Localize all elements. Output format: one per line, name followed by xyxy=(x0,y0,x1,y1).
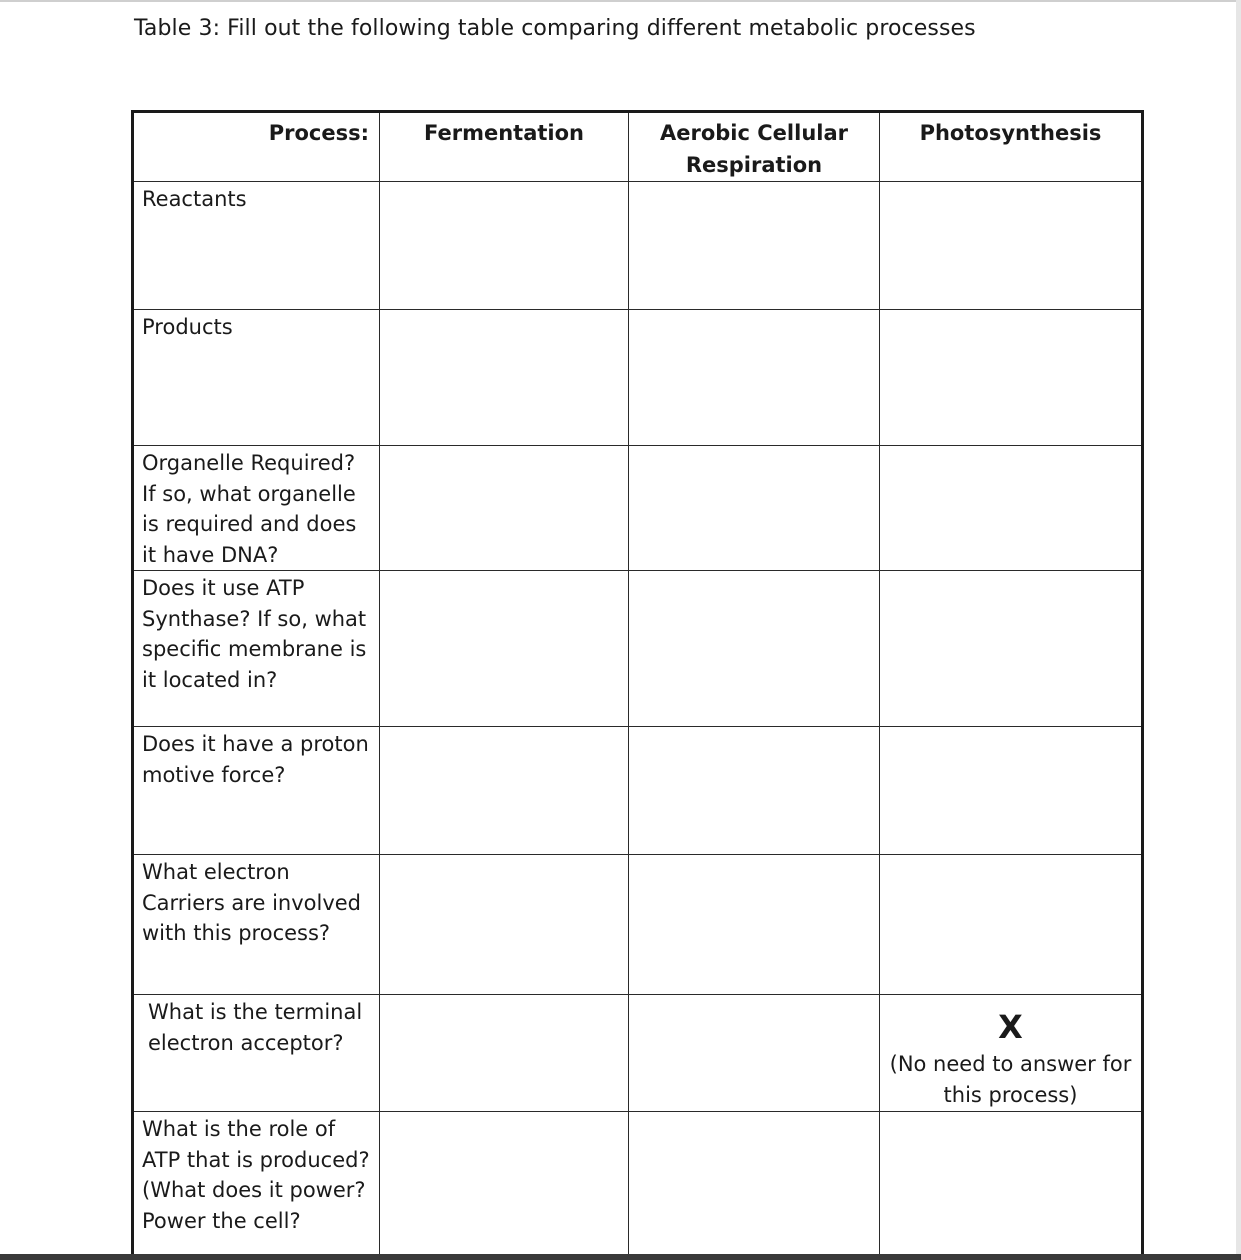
answer-cell-photosynthesis-products[interactable] xyxy=(880,310,1143,446)
row-label-atp-role: What is the role of ATP that is produced? (What does it power? Power the cell? xyxy=(133,1112,380,1260)
answer-cell-photosynthesis-atp-synthase[interactable] xyxy=(880,571,1143,727)
row-label-atp-synthase: Does it use ATP Synthase? If so, what specific membrane is it located in? xyxy=(133,571,380,727)
answer-cell-fermentation-atp-role[interactable] xyxy=(380,1112,629,1260)
not-applicable-cell xyxy=(880,995,1143,1112)
table-row xyxy=(133,1112,1143,1260)
table-row xyxy=(133,727,1143,855)
answer-cell-respiration-acceptor[interactable] xyxy=(629,995,880,1112)
answer-cell-respiration-organelle[interactable] xyxy=(629,446,880,571)
answer-cell-respiration-pmf[interactable] xyxy=(629,727,880,855)
column-header-photosynthesis: Photosynthesis xyxy=(880,112,1143,182)
answer-cell-fermentation-carriers[interactable] xyxy=(380,855,629,995)
table-row xyxy=(133,995,1143,1112)
column-header-aerobic-respiration: Aerobic Cellular Respiration xyxy=(629,112,880,182)
answer-cell-respiration-atp-role[interactable] xyxy=(629,1112,880,1260)
scan-bottom-edge xyxy=(0,1254,1241,1260)
row-label-reactants: Reactants xyxy=(133,182,380,310)
answer-cell-fermentation-organelle[interactable] xyxy=(380,446,629,571)
answer-cell-photosynthesis-pmf[interactable] xyxy=(880,727,1143,855)
table-row xyxy=(133,855,1143,995)
row-label-terminal-acceptor: What is the terminal electron acceptor? xyxy=(133,995,380,1112)
answer-cell-photosynthesis-carriers[interactable] xyxy=(880,855,1143,995)
page-top-edge xyxy=(0,0,1241,2)
answer-cell-photosynthesis-reactants[interactable] xyxy=(880,182,1143,310)
not-applicable-mark: X xyxy=(998,1008,1023,1046)
answer-cell-fermentation-products[interactable] xyxy=(380,310,629,446)
answer-cell-respiration-products[interactable] xyxy=(629,310,880,446)
table-title: Table 3: Fill out the following table comparing different metabolic processes xyxy=(134,16,976,41)
table-row xyxy=(133,446,1143,571)
row-label-electron-carriers: What electron Carriers are involved with this process? xyxy=(133,855,380,995)
table-row xyxy=(133,310,1143,446)
answer-cell-respiration-reactants[interactable] xyxy=(629,182,880,310)
answer-cell-fermentation-reactants[interactable] xyxy=(380,182,629,310)
table-row xyxy=(133,182,1143,310)
row-label-products: Products xyxy=(133,310,380,446)
row-label-organelle: Organelle Required? If so, what organelle is required and does it have DNA? xyxy=(133,446,380,571)
scan-right-edge xyxy=(1236,0,1241,1260)
answer-cell-fermentation-pmf[interactable] xyxy=(380,727,629,855)
table-row xyxy=(133,571,1143,727)
answer-cell-photosynthesis-organelle[interactable] xyxy=(880,446,1143,571)
answer-cell-respiration-carriers[interactable] xyxy=(629,855,880,995)
column-header-fermentation: Fermentation xyxy=(380,112,629,182)
header-row xyxy=(133,112,1143,182)
answer-cell-photosynthesis-atp-role[interactable] xyxy=(880,1112,1143,1260)
answer-cell-respiration-atp-synthase[interactable] xyxy=(629,571,880,727)
answer-cell-fermentation-atp-synthase[interactable] xyxy=(380,571,629,727)
row-label-proton-motive-force: Does it have a proton motive force? xyxy=(133,727,380,855)
not-applicable-note: (No need to answer for this process) xyxy=(889,1052,1132,1107)
process-header: Process: xyxy=(133,112,380,182)
metabolic-comparison-table xyxy=(131,110,1144,1260)
answer-cell-fermentation-acceptor[interactable] xyxy=(380,995,629,1112)
